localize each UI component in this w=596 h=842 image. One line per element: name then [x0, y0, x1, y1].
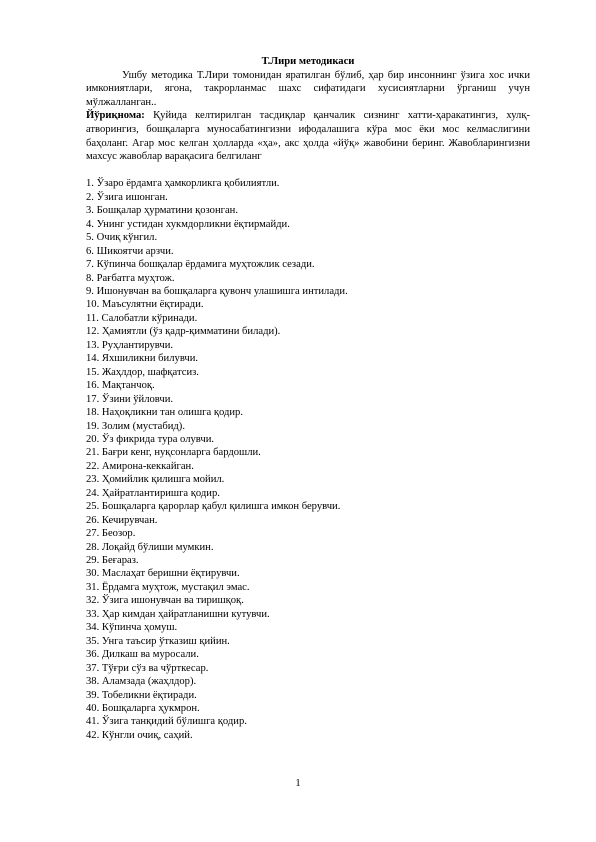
instruction-text: Қуйида келтирилган тасдиқлар қанчалик сизнинг хатти-ҳаракатингиз, хулқ-атворингиз, бошқаларга муносабатингизни ифодалашига кўра мос ёки мос келмаслигини баҳоланг. Агар мос келган ҳолларда «ҳа», акс ҳолда «йўқ» жавобини беринг. Жавобларингизни махсус жавоблар варақасига белгиланг: [86, 110, 530, 163]
statement-item: 3. Бошқалар ҳурматини қозонган.: [86, 205, 238, 217]
statement-item: 21. Бағри кенг, нуқсонларга бардошли.: [86, 447, 261, 459]
statement-item: 28. Лоқайд бўлиши мумкин.: [86, 541, 214, 553]
statement-item: 19. Золим (мустабид).: [86, 420, 185, 432]
statement-item: 9. Ишонувчан ва бошқаларга қувонч улашишга интилади.: [86, 285, 348, 297]
statement-item: 11. Салобатли кўринади.: [86, 312, 198, 324]
statement-item: 37. Тўғри сўз ва чўрткесар.: [86, 662, 209, 674]
statement-item: 4. Унинг устидан хукмдорликни ёқтирмайди.: [86, 218, 290, 230]
statement-item: 8. Рағбатга муҳтож.: [86, 272, 175, 284]
statement-item: 25. Бошқаларга қарорлар қабул қилишга имкон берувчи.: [86, 501, 341, 513]
instruction-paragraph: [86, 109, 530, 163]
statement-item: 30. Маслаҳат беришни ёқтирувчи.: [86, 568, 240, 580]
statement-item: 13. Руҳлантирувчи.: [86, 339, 174, 351]
statement-item: 40. Бошқаларга ҳукмрон.: [86, 703, 200, 715]
spacer: [86, 164, 530, 178]
statement-item: 34. Кўпинча ҳомуш.: [86, 622, 178, 634]
statement-item: 18. Наҳоқликни тан олишга қодир.: [86, 407, 243, 419]
statement-item: 31. Ёрдамга муҳтож, мустақил эмас.: [86, 581, 250, 593]
statement-item: 33. Ҳар кимдан ҳайратланишни кутувчи.: [86, 608, 270, 620]
statement-item: 27. Беозор.: [86, 528, 136, 540]
statement-item: 6. Шикоятчи арзчи.: [86, 245, 174, 257]
statement-item: 5. Очиқ кўнгил.: [86, 232, 158, 244]
statement-item: 17. Ўзини ўйловчи.: [86, 393, 174, 405]
statement-item: 1. Ўзаро ёрдамга ҳамкорликга қобилиятли.: [86, 178, 280, 190]
statement-item: 15. Жаҳлдор, шафқатсиз.: [86, 366, 199, 378]
statement-item: 12. Ҳамиятли (ўз қадр-қимматини билади).: [86, 326, 281, 338]
statement-item: 24. Ҳайратлантиришга қодир.: [86, 487, 220, 499]
statement-list: [86, 177, 530, 742]
statement-item: 36. Дилкаш ва муросали.: [86, 649, 199, 661]
statement-item: 41. Ўзига танқидий бўлишга қодир.: [86, 716, 247, 728]
statement-item: 42. Кўнгли очиқ, саҳий.: [86, 729, 193, 741]
page-number: 1: [295, 778, 301, 789]
statement-item: 2. Ўзига ишонган.: [86, 191, 168, 203]
statement-item: 26. Кечирувчан.: [86, 514, 158, 526]
statement-item: 7. Кўпинча бошқалар ёрдамига муҳтожлик сезади.: [86, 259, 315, 271]
statement-item: 38. Аламзада (жаҳлдор).: [86, 676, 197, 688]
statement-item: 20. Ўз фикрида тура олувчи.: [86, 433, 215, 445]
statement-item: 39. Тобеликни ёқтиради.: [86, 689, 197, 701]
statement-item: 16. Мақтанчоқ.: [86, 380, 155, 392]
instruction-label: Йўриқнома:: [86, 110, 145, 122]
statement-item: 10. Маъсулятни ёқтиради.: [86, 299, 204, 311]
statement-item: 22. Амирона-кеккайган.: [86, 460, 194, 472]
statement-item: 32. Ўзига ишонувчан ва тиришқоқ.: [86, 595, 244, 607]
intro-paragraph: Ушбу методика Т.Лири томонидан яратилган бўлиб, ҳар бир инсоннинг ўзига хос ички имкониятлари, ягона, такрорланмас шахс сифатидаги хусисиятларни ўрганиш учун мўлжалланган..: [86, 69, 530, 108]
statement-item: 35. Унга таъсир ўтказиш қийин.: [86, 635, 230, 647]
statement-item: 14. Яхшиликни билувчи.: [86, 353, 199, 365]
page-content: [86, 55, 530, 742]
statement-item: 29. Беғараз.: [86, 555, 139, 567]
statement-item: 23. Ҳомийлик қилишга мойил.: [86, 474, 225, 486]
document-title: Т.Лири методикаси: [261, 56, 355, 67]
